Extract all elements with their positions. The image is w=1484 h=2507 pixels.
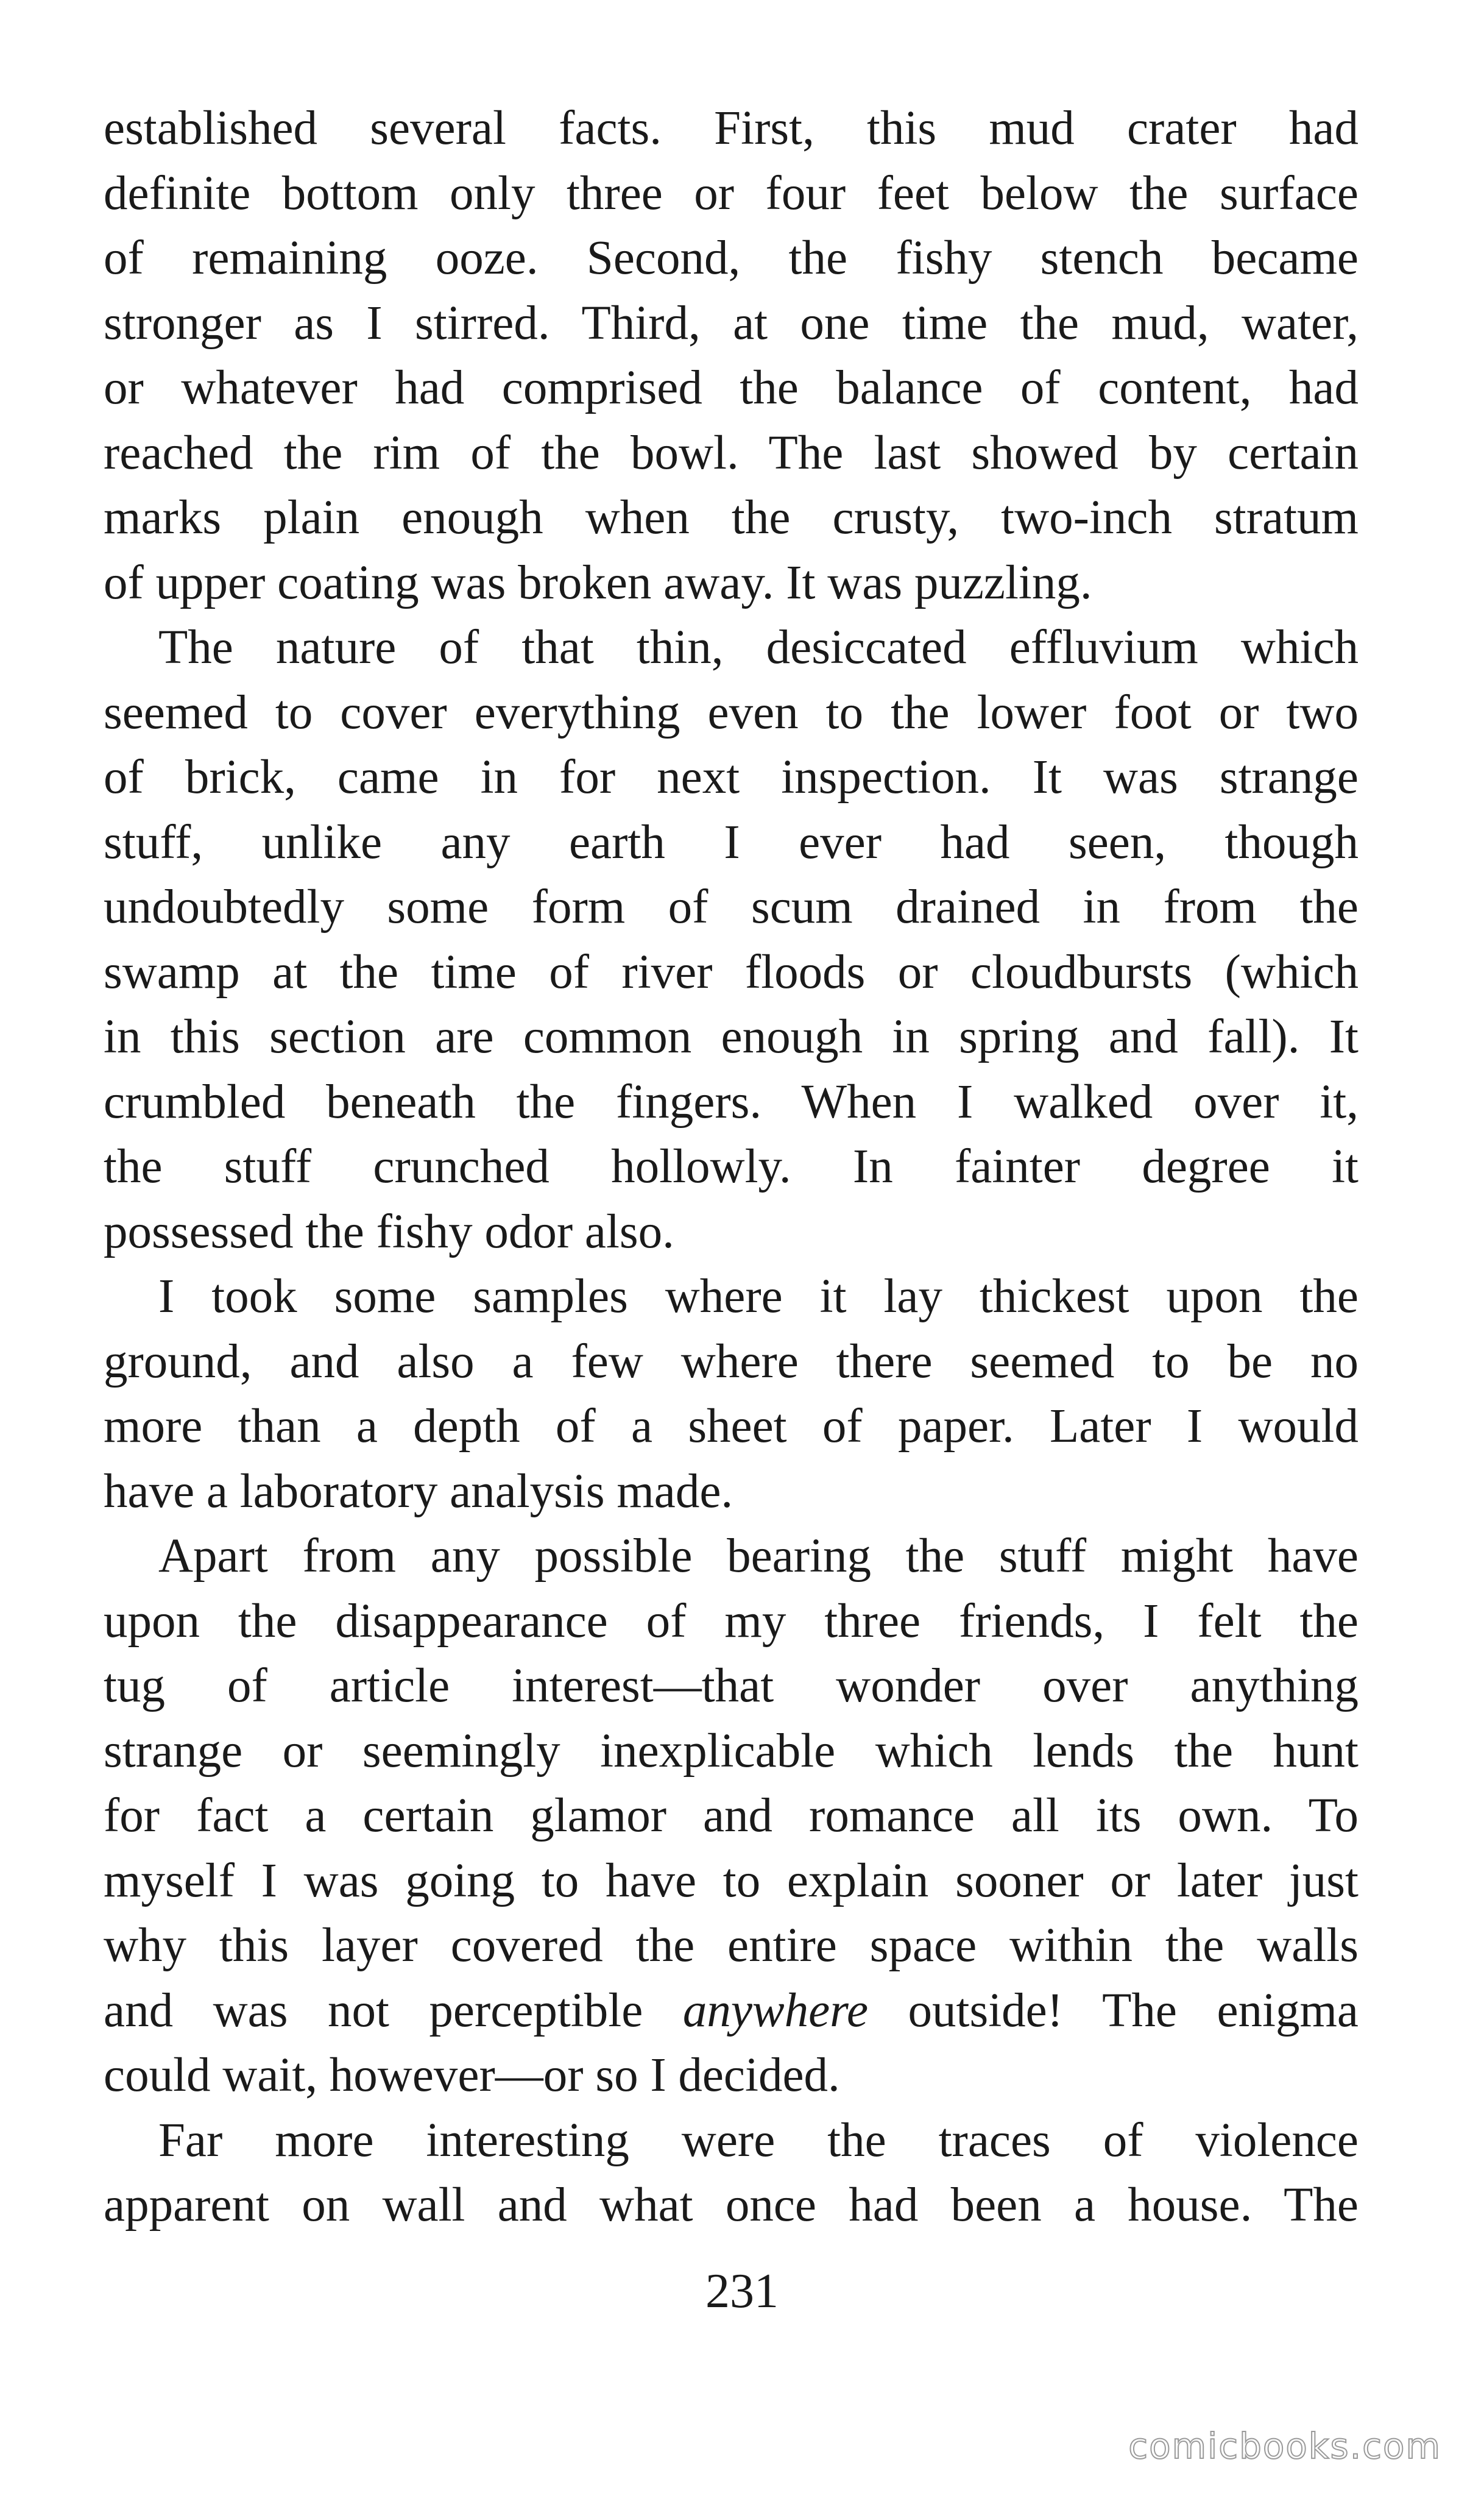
text-line: strange or seemingly inexplicable which lends the hunt [104,1724,1359,1778]
text-line: of remaining ooze. Second, the fishy stench became [104,232,1359,285]
body-text [104,96,1359,2238]
page-number: 231 [705,2264,779,2318]
text-line: stuff, unlike any earth I ever had seen, though [104,815,1359,869]
text-line: established several facts. First, this mud crater had [104,102,1359,155]
text-line: crumbled beneath the fingers. When I walked over it, [104,1075,1359,1129]
text-line: of brick, came in for next inspection. It was strange [104,751,1359,804]
text-line: could wait, however—or so I decided. [104,2049,840,2102]
text-segment: outside! The enigma [868,1984,1359,2037]
emphasis-word: anywhere [682,1984,869,2037]
text-line: upon the disappearance of my three friends, I felt the [104,1594,1359,1648]
text-line: tug of article interest—that wonder over anything [104,1659,1359,1712]
text-line: apparent on wall and what once had been a house. The [104,2179,1359,2232]
paragraph-start-line: Apart from any possible bearing the stuff might have [158,1530,1359,1583]
text-line: swamp at the time of river floods or cloudbursts (which [104,945,1359,999]
text-line: reached the rim of the bowl. The last showed by certain [104,426,1359,480]
text-segment: and was not perceptible [104,1984,683,2037]
paragraph-start-line: I took some samples where it lay thickest upon the [158,1270,1359,1323]
text-line: stronger as I stirred. Third, at one time the mud, water, [104,296,1359,350]
text-line: have a laboratory analysis made. [104,1464,733,1518]
text-line: in this section are common enough in spring and fall). It [104,1010,1359,1063]
text-line-with-emphasis [104,1979,1359,2044]
text-line: why this layer covered the entire space within the walls [104,1919,1359,1972]
watermark-logo: comicbooks.com [1128,2425,1441,2467]
text-line: seemed to cover everything even to the lower foot or two [104,686,1359,739]
paragraph-start-line: Far more interesting were the traces of violence [158,2113,1359,2167]
text-line: more than a depth of a sheet of paper. Later I would [104,1400,1359,1453]
text-line: undoubtedly some form of scum drained in from the [104,881,1359,934]
text-line: or whatever had comprised the balance of content, had [104,361,1359,414]
text-line: ground, and also a few where there seemed to be no [104,1335,1359,1388]
text-line: for fact a certain glamor and romance all its own. To [104,1789,1359,1842]
text-line: myself I was going to have to explain sooner or later just [104,1854,1359,1907]
text-line: definite bottom only three or four feet below the surface [104,166,1359,220]
text-line: marks plain enough when the crusty, two-inch stratum [104,491,1359,544]
text-line: the stuff crunched hollowly. In fainter degree it [104,1140,1359,1193]
text-line: possessed the fishy odor also. [104,1205,674,1258]
paragraph-start-line: The nature of that thin, desiccated effluvium which [158,621,1359,674]
text-line: of upper coating was broken away. It was puzzling. [104,556,1092,609]
